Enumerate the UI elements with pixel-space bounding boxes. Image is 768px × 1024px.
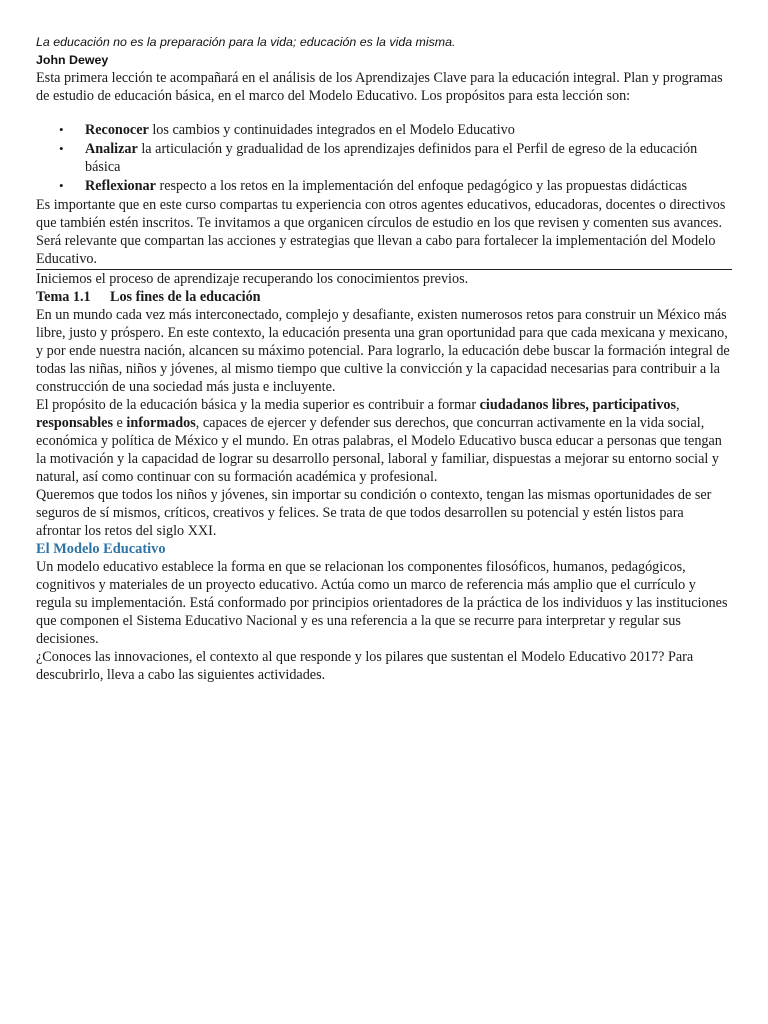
bullet-icon: • (59, 122, 64, 137)
goal-text: los cambios y continuidades integrados en el Modelo Educativo (148, 122, 515, 138)
prior-knowledge-paragraph: Iniciemos el proceso de aprendizaje recuperando los conocimientos previos. (36, 271, 469, 287)
list-item (36, 140, 732, 176)
epigraph-author: John Dewey (36, 53, 109, 67)
emphasis-text: responsables (36, 415, 113, 431)
emphasis-text: ciudadanos libres, participativos (479, 397, 677, 413)
goals-list (36, 121, 732, 195)
text-run: , (676, 397, 680, 413)
topic-number: Tema 1.1 (36, 289, 91, 305)
bullet-icon: • (59, 178, 64, 193)
goal-text: respecto a los retos en la implementación del enfoque pedagógico y las propuestas didácticas (155, 178, 687, 194)
collaboration-paragraph: Es importante que en este curso compartas tu experiencia con otros agentes educativos, educadoras, docentes o directivos que también estén inscritos. Te invitamos a que organicen círculos de estudio en los que revisen y comenten sus avances. Será relevante que compartan las acciones y estrategias que llevan a cabo para fortalecer la implementación del Modelo Educativo. (36, 196, 732, 270)
document-page (36, 34, 732, 684)
text-run: El propósito de la educación básica y la media superior es contribuir a formar (36, 397, 480, 413)
topic-title: Los fines de la educación (110, 289, 261, 305)
topic-heading (36, 288, 732, 306)
section-heading: El Modelo Educativo (36, 541, 166, 557)
closing-paragraph: ¿Conoces las innovaciones, el contexto al que responde y los pilares que sustentan el Modelo Educativo 2017? Para descubrirlo, lleva a cabo las siguientes actividades. (36, 649, 694, 683)
text-run: e (113, 415, 127, 431)
body-paragraph: Queremos que todos los niños y jóvenes, sin importar su condición o contexto, tengan las mismas oportunidades de ser seguros de sí mismos, críticos, creativos y felices. Se trata de que todos desarrollen su potencial y estén listos para afrontar los retos del siglo XXI. (36, 487, 712, 539)
goal-verb: Reconocer (85, 122, 149, 138)
emphasis-text: informados (126, 415, 196, 431)
body-paragraph: En un mundo cada vez más interconectado, complejo y desafiante, existen numerosos retos para construir un México más libre, justo y próspero. En este contexto, la educación presenta una gran oportunidad para que cada mexicana y mexicano, y por ende nuestra nación, alcancen su máximo potencial. Para lograrlo, la educación debe buscar la formación integral de todas las niñas, niños y jóvenes, al mismo tiempo que cultive la convicción y la capacidad necesarias para contribuir a la construcción de una sociedad más justa e incluyente. (36, 307, 730, 395)
list-item (36, 121, 732, 139)
body-paragraph: Un modelo educativo establece la forma en que se relacionan los componentes filosóficos, humanos, pedagógicos, cognitivos y materiales de un proyecto educativo. Actúa como un marco de referencia más amplio que el currículo y regula su implementación. Está conformado por principios orientadores de la práctica de los individuos y las instituciones que componen el Sistema Educativo Nacional y es una referencia a la que se recurre para interpretar y regular sus decisiones. (36, 559, 728, 647)
purpose-paragraph (36, 396, 732, 486)
goal-verb: Analizar (85, 141, 138, 157)
epigraph-quote: La educación no es la preparación para la vida; educación es la vida misma. (36, 35, 456, 49)
goal-text: la articulación y gradualidad de los aprendizajes definidos para el Perfil de egreso de la educación básica (85, 141, 698, 175)
list-item (36, 177, 732, 195)
intro-paragraph: Esta primera lección te acompañará en el análisis de los Aprendizajes Clave para la educación integral. Plan y programas de estudio de educación básica, en el marco del Modelo Educativo. Los propósitos para esta lección son: (36, 70, 723, 104)
text-run: , capaces de ejercer y defender sus derechos, que concurran activamente en la vida social, económica y política de México y el mundo. En otras palabras, el Modelo Educativo busca educar a personas que tengan la motivación y la capacidad de lograr su desarrollo personal, laboral y familiar, dispuestas a mejorar su entorno social y natural, así como continuar con su formación académica y profesional. (36, 415, 722, 485)
goal-verb: Reflexionar (85, 178, 156, 194)
bullet-icon: • (59, 141, 64, 156)
